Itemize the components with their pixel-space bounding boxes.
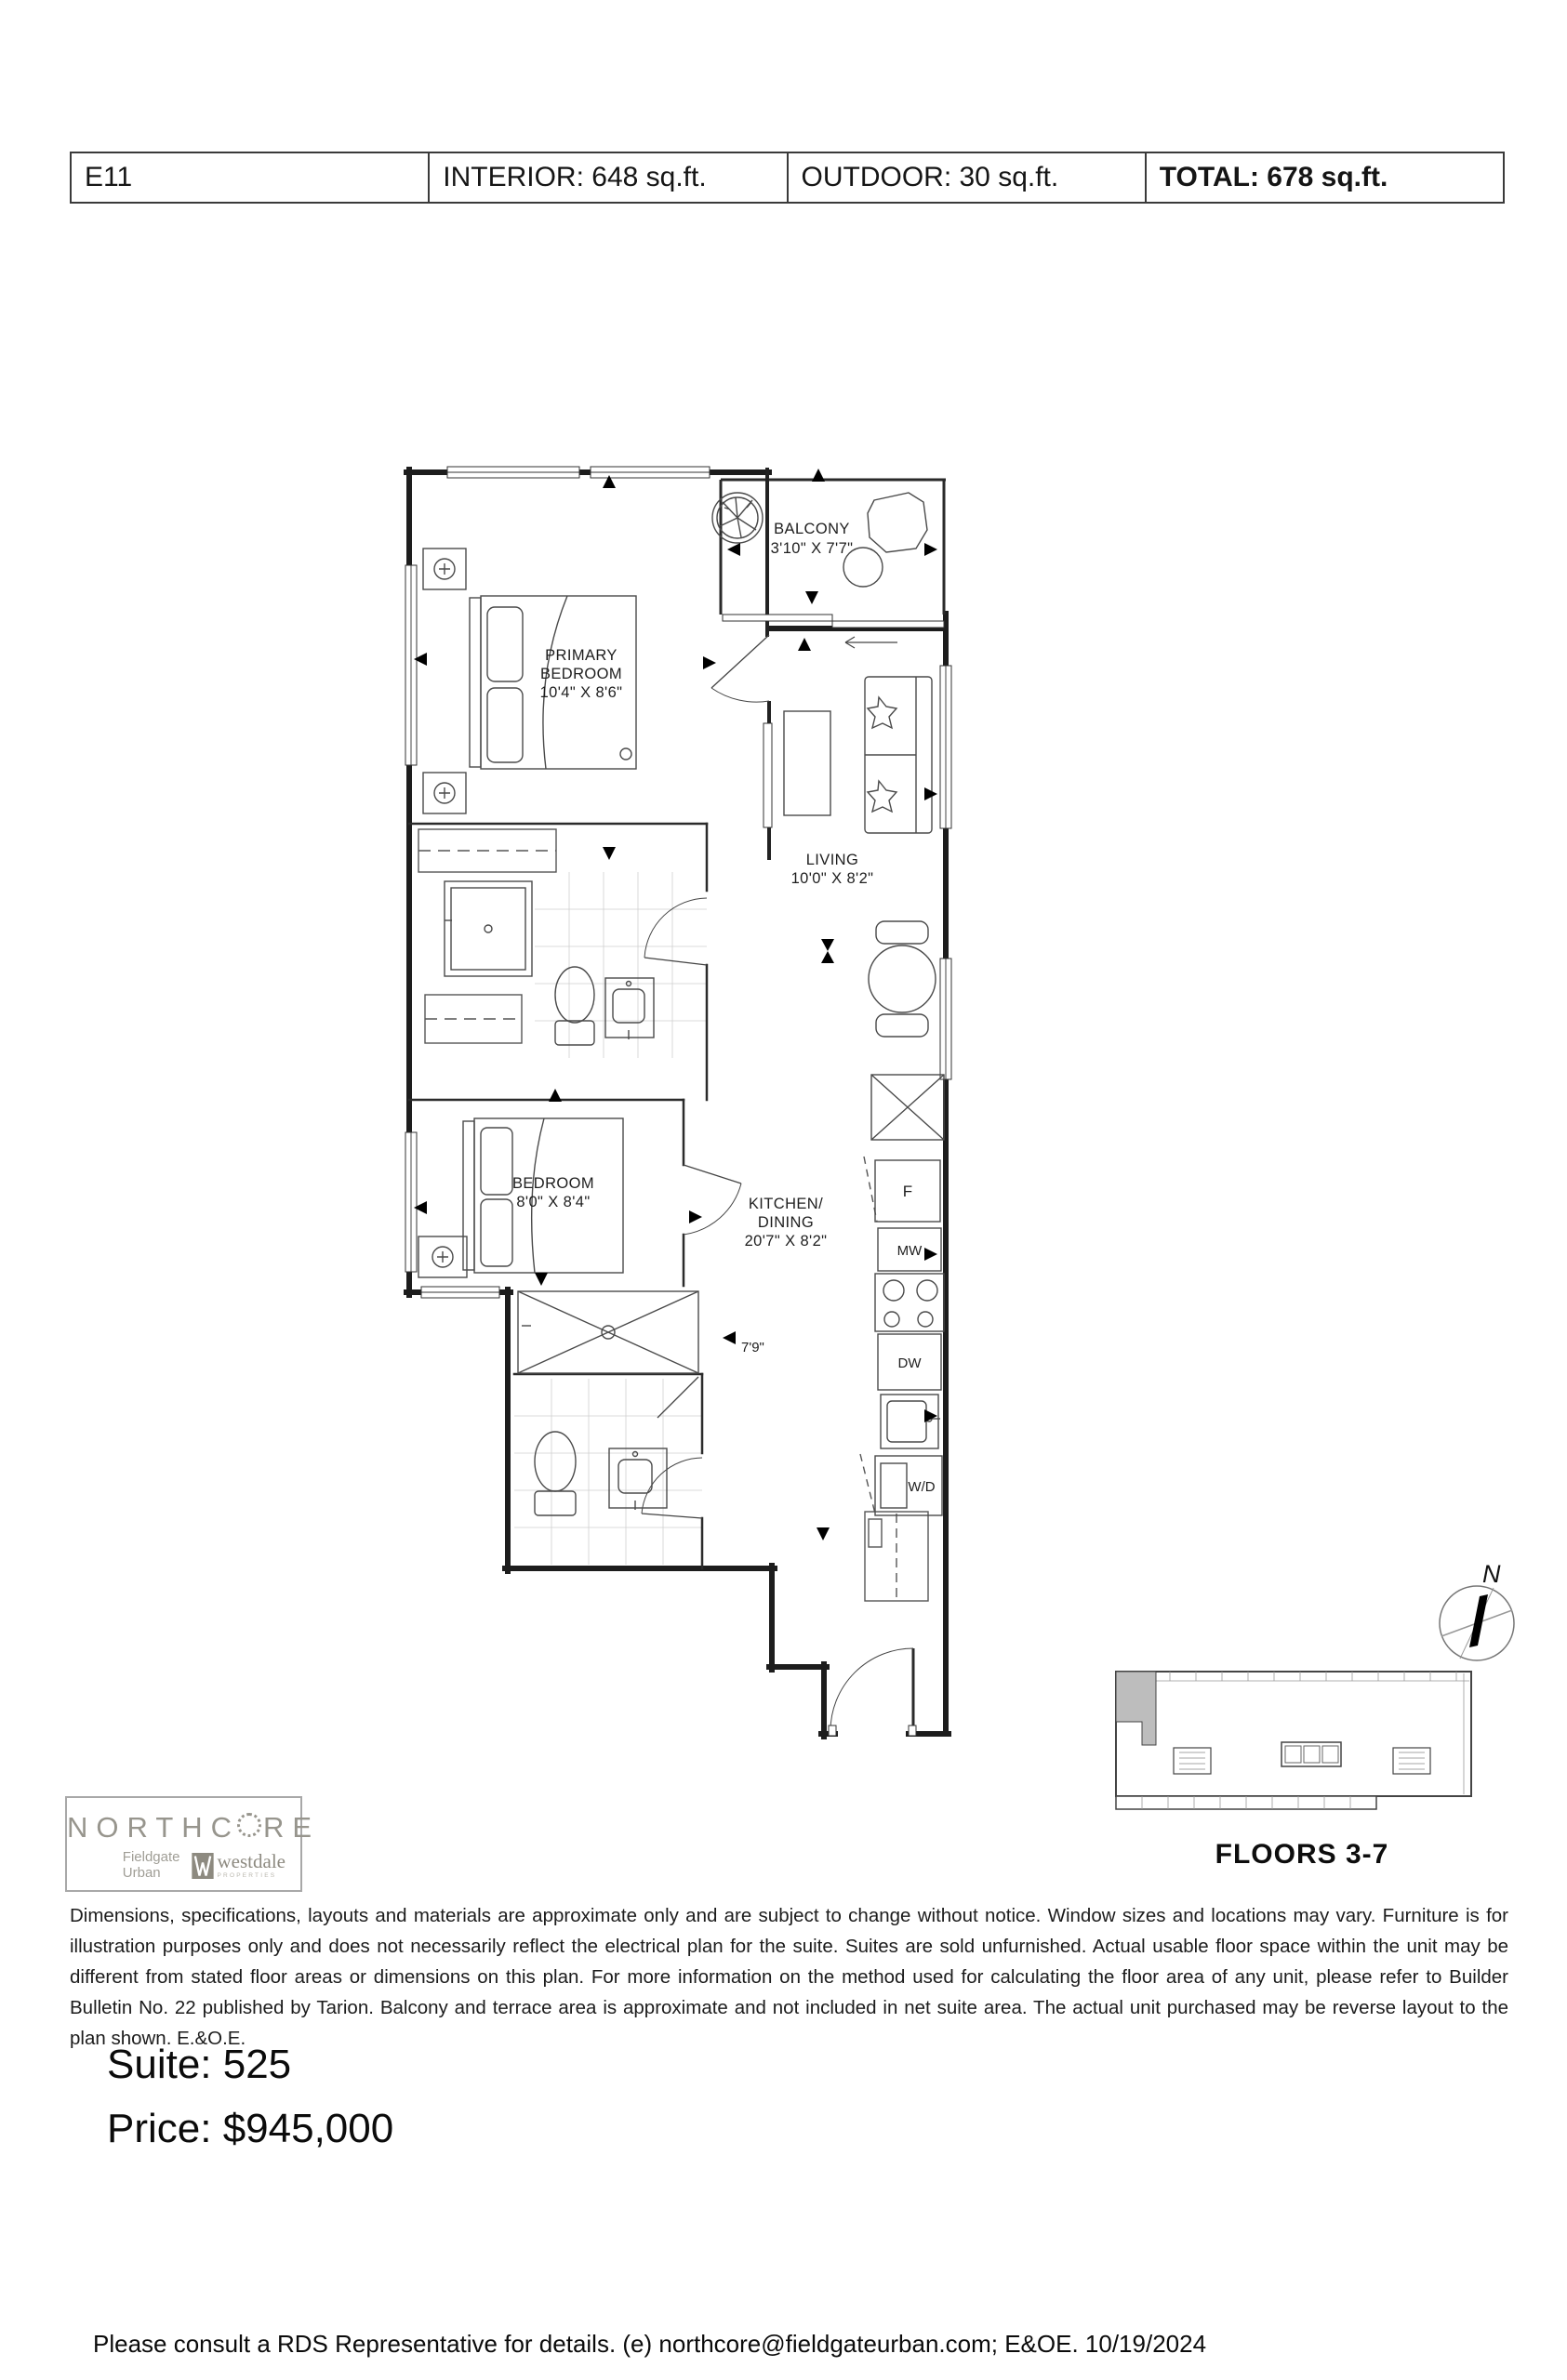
living-dims: 10'0" X 8'2" <box>790 870 874 887</box>
fieldgate-urban-logo: Fieldgate Urban <box>122 1849 180 1881</box>
spec-table <box>70 152 1505 204</box>
kitchen-label: KITCHEN/ <box>748 1196 824 1212</box>
vanity-2 <box>609 1448 667 1508</box>
unit-code: E11 <box>71 152 429 203</box>
kitchen-dims: 20'7" X 8'2" <box>744 1233 828 1250</box>
dishwasher-label: DW <box>897 1355 922 1371</box>
slide-arrow <box>845 637 897 648</box>
headboard <box>470 598 481 767</box>
living-label: LIVING <box>805 852 859 868</box>
interior-area: INTERIOR: 648 sq.ft. <box>429 152 787 203</box>
bath-dim-label: 7'9" <box>741 1340 764 1355</box>
primary-bedroom-label: PRIMARY <box>545 647 618 664</box>
outdoor-area: OUTDOOR: 30 sq.ft. <box>788 152 1146 203</box>
suite-price: Price: $945,000 <box>107 2106 394 2151</box>
microwave-label: MW <box>896 1243 923 1259</box>
shower-1 <box>445 881 532 976</box>
dining-table <box>869 945 936 1012</box>
svg-text:DINING: DINING <box>757 1214 815 1231</box>
stair-core-left <box>1174 1748 1211 1774</box>
keyplan <box>1107 1562 1534 1883</box>
north-compass <box>1440 1562 1514 1660</box>
north-label: N <box>1482 1562 1501 1588</box>
northcore-logo-box <box>65 1796 321 1892</box>
balcony-chair <box>868 493 927 552</box>
northcore-wordmark: NORTHC RE <box>67 1811 321 1844</box>
toilet-2 <box>535 1432 576 1491</box>
westdale-mark-icon <box>192 1853 214 1879</box>
balcony-label: BALCONY <box>774 521 850 537</box>
pricing-block <box>107 2042 393 2170</box>
floors-label: FLOORS 3-7 <box>1215 1839 1389 1870</box>
coffee-table <box>784 711 830 815</box>
svg-text:BEDROOM: BEDROOM <box>539 666 623 682</box>
bedroom-dims: 8'0" X 8'4" <box>516 1194 591 1210</box>
primary-bedroom-dims: 10'4" X 8'6" <box>539 684 623 701</box>
total-area: TOTAL: 678 sq.ft. <box>1146 152 1504 203</box>
footer-contact: Please consult a RDS Representative for details. (e) northcore@fieldgateurban.com; E&OE. 10/19/2024 <box>93 2330 1207 2358</box>
tile-grid <box>511 872 707 1565</box>
balcony-dims: 3'10" X 7'7" <box>770 540 854 557</box>
westdale-logo: westdale PROPERTIES <box>192 1852 286 1880</box>
furniture <box>418 493 944 1515</box>
building-outline <box>1116 1672 1471 1809</box>
dotted-o-icon <box>237 1813 261 1837</box>
washer-dryer-label: W/D <box>908 1479 936 1495</box>
bedroom-label: BEDROOM <box>511 1175 595 1192</box>
suite-number: Suite: 525 <box>107 2042 292 2087</box>
floorplan-drawing <box>395 444 953 1769</box>
floorplan-svg <box>395 444 953 1765</box>
stair-core-right <box>1393 1748 1430 1774</box>
disclaimer-text: Dimensions, specifications, layouts and materials are approximate only and are subject to change without notice. Window sizes and locations may vary. Furniture is for illustration purposes only and does not necessarily reflect the electrical plan for the suite. Suites are sold unfurnished. Actual usable floor space within the unit may be different from stated floor areas or dimensions on this plan. For more information on the method used for calculating the floor area of any unit, please refer to Builder Bulletin No. 22 published by Tarion. Balcony and terrace area is approximate and not included in net suite area. The actual unit purchased may be reverse layout to the plan shown. E.&O.E. <box>70 1905 1508 2049</box>
toilet-1 <box>555 967 594 1023</box>
fridge-label: F <box>902 1183 913 1200</box>
keyplan-svg <box>1107 1562 1534 1878</box>
closets <box>418 829 928 1601</box>
